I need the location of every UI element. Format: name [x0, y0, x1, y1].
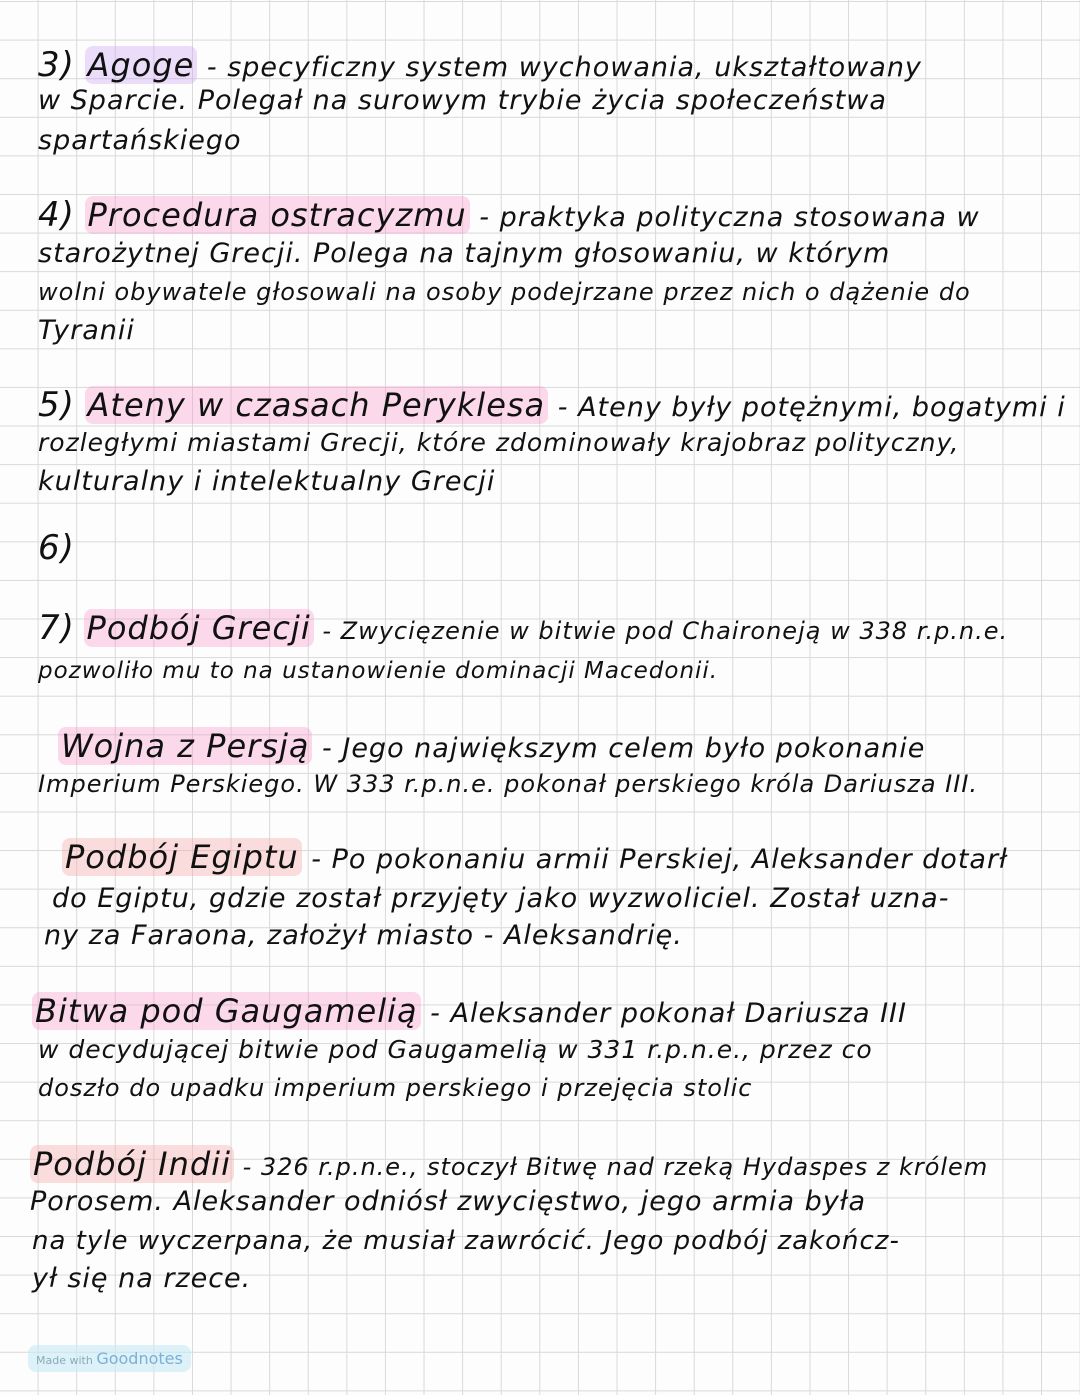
gaugamela-line-1 — [32, 992, 907, 1030]
india-line-4: ył się na rzece. — [32, 1263, 252, 1294]
india-line-2: Porosem. Aleksander odniósł zwycięstwo, jego armia była — [30, 1186, 867, 1217]
term-conquest-greece: Podbój Grecji — [84, 609, 314, 647]
section-number: 3) — [38, 45, 75, 85]
text: - Jego największym celem było pokonanie — [312, 733, 926, 764]
text: - Po pokonaniu armii Perskiej, Aleksander dotarł — [301, 844, 1008, 875]
term-conquest-egypt: Podbój Egiptu — [62, 838, 302, 876]
term-pericles: Ateny w czasach Peryklesa — [85, 386, 549, 424]
gaugamela-line-2: w decydującej bitwie pod Gaugamelią w 331 r.p.n.e., przez co — [38, 1035, 873, 1064]
section-4-line-1 — [38, 195, 980, 235]
persia-line-1 — [58, 727, 925, 765]
section-number: 6) — [38, 528, 75, 568]
egypt-line-3: ny za Faraona, założył miasto - Aleksandrię. — [44, 920, 683, 951]
term-war-persia: Wojna z Persją — [58, 727, 312, 765]
text: - Zwycięzenie w bitwie pod Chaironeją w 338 r.p.n.e. — [313, 617, 1009, 645]
section-3-line-3: spartańskiego — [38, 125, 242, 156]
goodnotes-watermark — [28, 1345, 191, 1372]
text: - Ateny były potężnymi, bogatymi i — [548, 392, 1066, 423]
section-number: 7) — [38, 608, 75, 648]
gaugamela-line-3: doszło do upadku imperium perskiego i przejęcia stolic — [38, 1074, 753, 1102]
section-5-line-3: kulturalny i intelektualny Grecji — [38, 466, 496, 497]
text: - specyficzny system wychowania, ukształtowany — [197, 52, 922, 83]
section-5-line-2: rozległymi miastami Grecji, które zdominowały krajobraz polityczny, — [38, 428, 960, 457]
section-5-line-1 — [38, 385, 1066, 425]
text: - 326 r.p.n.e., stoczył Bitwę nad rzeką Hydaspes z królem — [233, 1153, 989, 1181]
watermark-brand: Goodnotes — [96, 1349, 183, 1368]
egypt-line-1 — [62, 838, 1008, 876]
section-3-line-2: w Sparcie. Polegał na surowym trybie życia społeczeństwa — [38, 85, 887, 116]
section-7-line-1 — [38, 608, 1008, 648]
section-7-line-2: pozwoliło mu to na ustanowienie dominacji Macedonii. — [38, 658, 719, 684]
section-4-line-2: starożytnej Grecji. Polega na tajnym głosowaniu, w którym — [38, 238, 891, 269]
section-4-line-4: Tyranii — [38, 315, 135, 346]
section-number: 5) — [38, 385, 75, 425]
persia-line-2: Imperium Perskiego. W 333 r.p.n.e. pokonał perskiego króla Dariusza III. — [38, 770, 979, 798]
text: - Aleksander pokonał Dariusza III — [420, 998, 907, 1029]
section-number: 4) — [38, 195, 75, 235]
term-conquest-india: Podbój Indii — [30, 1145, 234, 1183]
section-6 — [38, 528, 75, 568]
egypt-line-2: do Egiptu, gdzie został przyjęty jako wyzwoliciel. Został uzna- — [52, 883, 950, 914]
section-4-line-3: wolni obywatele głosowali na osoby podejrzane przez nich o dążenie do — [38, 278, 971, 306]
term-ostracism: Procedura ostracyzmu — [85, 196, 470, 234]
watermark-prefix: Made with — [36, 1354, 93, 1367]
india-line-1 — [30, 1145, 988, 1183]
text: - praktyka polityczna stosowana w — [469, 202, 980, 233]
term-gaugamela: Bitwa pod Gaugamelią — [32, 992, 421, 1030]
section-3-line-1 — [38, 45, 922, 85]
india-line-3: na tyle wyczerpana, że musiał zawrócić. Jego podbój zakończ- — [32, 1226, 900, 1256]
term-agoge: Agoge — [85, 46, 198, 84]
